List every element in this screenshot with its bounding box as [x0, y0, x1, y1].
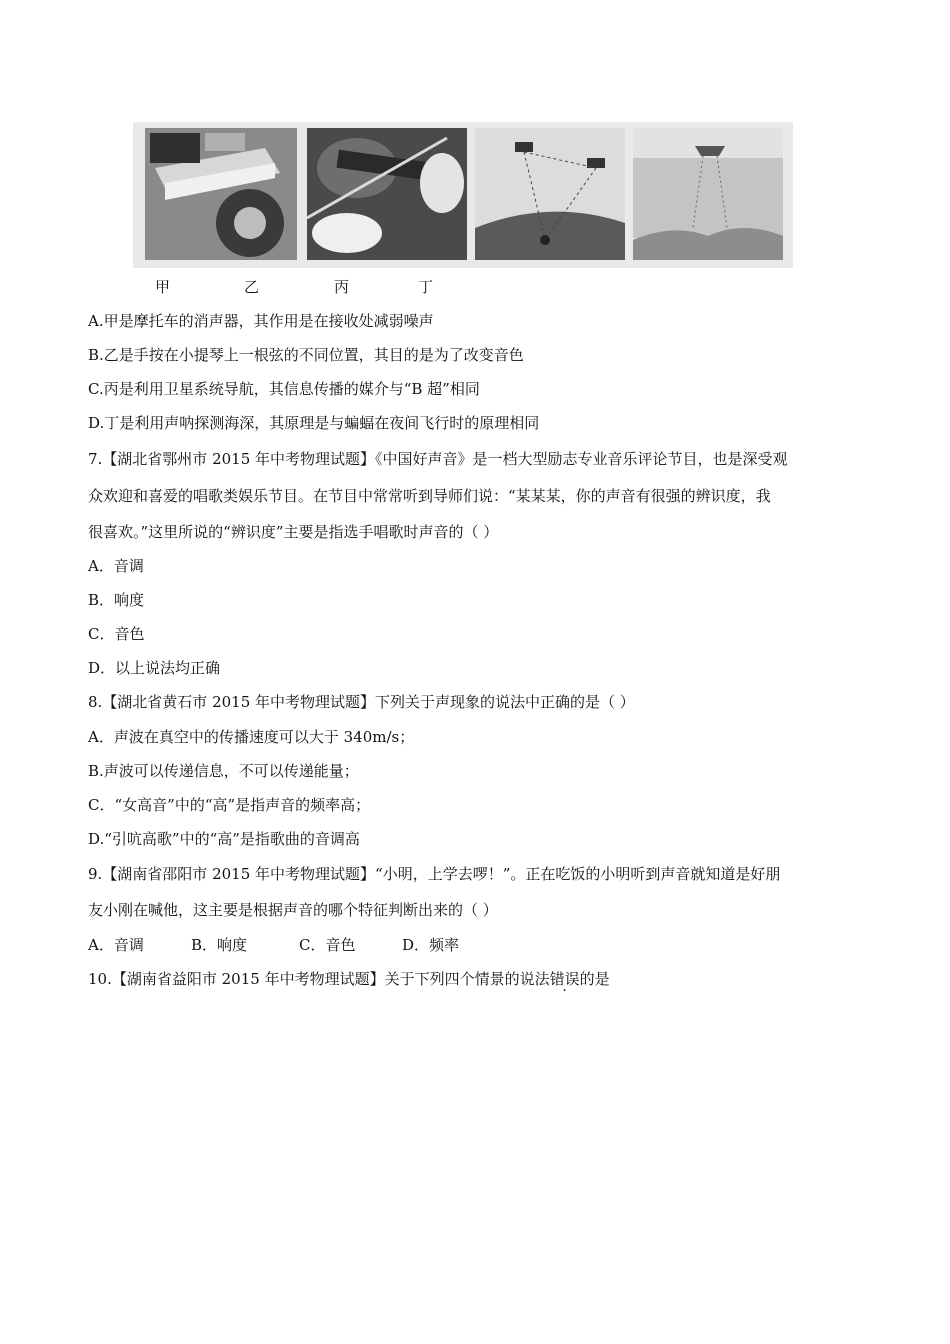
caption-yi: 乙 — [244, 278, 260, 296]
q9-option-c: C．音色 — [299, 936, 356, 954]
q9-options — [88, 934, 459, 956]
q8-option-c: C．“女高音”中的“高”是指声音的频率高； — [88, 796, 371, 814]
q7-stem-line2: 众欢迎和喜爱的唱歌类娱乐节目。在节目中常常听到导师们说：“某某某，你的声音有很强的辨识度，我 — [88, 487, 771, 505]
q9-stem-line2: 友小刚在喊他，这主要是根据声音的哪个特征判断出来的（ ） — [88, 901, 498, 919]
motorcycle-muffler-photo — [145, 128, 297, 260]
q8-option-a: A．声波在真空中的传播速度可以大于 340m/s； — [88, 728, 415, 746]
q9-option-d: D．频率 — [402, 936, 460, 954]
q7-stem-line3: 很喜欢。”这里所说的“辨识度”主要是指选手唱歌时声音的（ ） — [88, 523, 499, 541]
q6-option-a: A.甲是摩托车的消声器，其作用是在接收处减弱噪声 — [88, 312, 434, 330]
figure-captions — [0, 276, 950, 298]
q10-stem-prefix: 10.【湖南省益阳市 2015 年中考物理试题】关于下列四个情景的说法 — [88, 970, 550, 988]
q7-option-d: D．以上说法均正确 — [88, 659, 221, 677]
q9-option-b: B．响度 — [191, 936, 248, 954]
q7-stem-line1: 7.【湖北省鄂州市 2015 年中考物理试题】《中国好声音》是一档大型励志专业音乐评论节目，也是深受观 — [88, 450, 788, 468]
q8-option-d: D.“引吭高歌”中的“高”是指歌曲的音调高 — [88, 830, 360, 848]
q9-stem-line1: 9.【湖南省邵阳市 2015 年中考物理试题】“小明，上学去啰！”。正在吃饭的小明听到声音就知道是好朋 — [88, 865, 781, 883]
q10-stem-suffix: 的是 — [579, 970, 610, 988]
caption-bing: 丙 — [334, 278, 350, 296]
q8-option-b: B.声波可以传递信息，不可以传递能量； — [88, 762, 359, 780]
q7-option-c: C．音色 — [88, 625, 145, 643]
question-figure — [133, 122, 793, 268]
caption-ding: 丁 — [418, 278, 434, 296]
q7-option-b: B．响度 — [88, 591, 145, 609]
q6-option-d: D.丁是利用声呐探测海深，其原理是与蝙蝠在夜间飞行时的原理相同 — [88, 414, 540, 432]
caption-jia: 甲 — [155, 278, 171, 296]
q10-stem — [88, 968, 610, 990]
q7-option-a: A．音调 — [88, 557, 144, 575]
q10-emphasis: 错误 — [549, 970, 580, 988]
satellite-navigation-photo — [475, 128, 625, 260]
q6-option-b: B.乙是手按在小提琴上一根弦的不同位置，其目的是为了改变音色 — [88, 346, 524, 364]
q6-option-c: C.丙是利用卫星系统导航，其信息传播的媒介与“B 超”相同 — [88, 380, 480, 398]
q9-option-a: A．音调 — [88, 936, 144, 954]
sonar-ship-photo — [633, 128, 783, 260]
q8-stem: 8.【湖北省黄石市 2015 年中考物理试题】下列关于声现象的说法中正确的是（ ） — [88, 693, 635, 711]
violin-photo — [307, 128, 467, 260]
